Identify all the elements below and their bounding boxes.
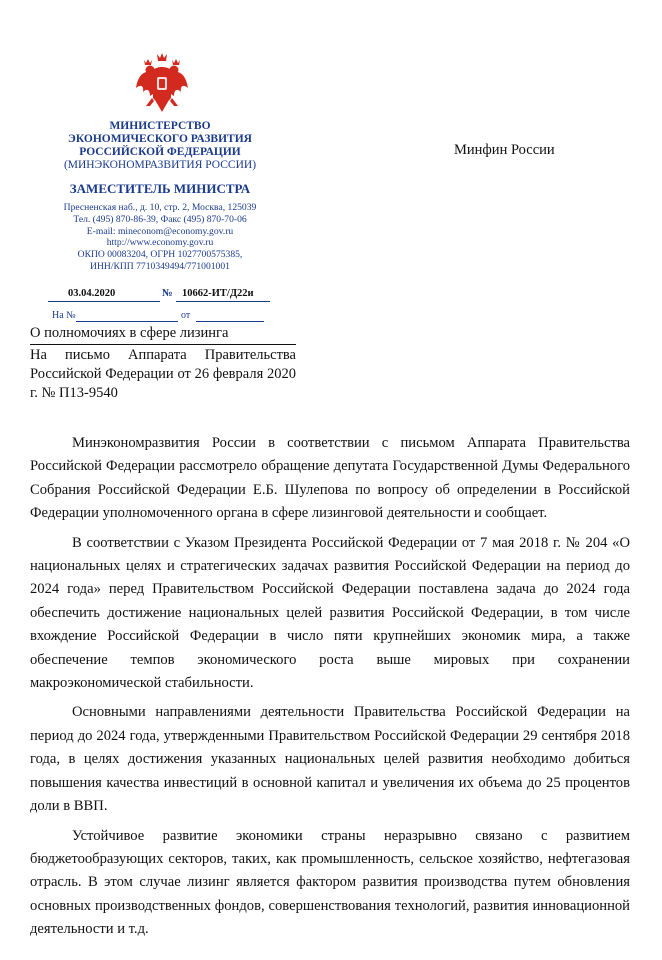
inn-kpp-line: ИНН/КПП 7710349494/771001001 <box>90 260 230 272</box>
coat-of-arms-icon <box>135 52 189 118</box>
ministry-name-line: РОССИЙСКОЙ ФЕДЕРАЦИИ <box>79 146 241 158</box>
address-line: Пресненская наб., д. 10, стр. 2, Москва, 125039 <box>63 202 257 213</box>
body-paragraph: Минэкономразвития России в соответствии с письмом Аппарата Правительства Российской Федерации рассмотрело обращение депутата Государственной Думы Федерального Собрания Российской Федерации Е.Б. Шулепова по вопросу об определении в Российской Федерации уполномоченного органа в сфере лизинговой деятельности и сообщает. <box>30 435 630 522</box>
subject-reference: На письмо Аппарата Правительства Российской Федерации от 26 февраля 2020 г. № П13-9540 <box>30 347 296 401</box>
website-line: http://www.economy.gov.ru <box>106 237 214 249</box>
ref-from-label: от <box>181 310 191 321</box>
ref-date-underline <box>196 321 264 322</box>
ref-number-underline <box>76 321 178 322</box>
email-line: E-mail: mineconom@economy.gov.ru <box>86 225 234 237</box>
reference-line <box>48 310 270 324</box>
okpo-ogrn-line: ОКПО 00083204, ОГРН 1027700575385, <box>77 249 243 261</box>
recipient: Минфин России <box>454 142 555 158</box>
document-number: 10662-ИТ/Д22и <box>182 288 254 299</box>
ministry-name-line: ЭКОНОМИЧЕСКОГО РАЗВИТИЯ <box>68 133 252 145</box>
date-underline <box>48 301 160 302</box>
ministry-name-line: МИНИСТЕРСТВО <box>109 120 211 132</box>
sender-position: ЗАМЕСТИТЕЛЬ МИНИСТРА <box>69 181 251 196</box>
number-underline <box>176 301 270 302</box>
ministry-name <box>40 120 280 172</box>
body-paragraph: В соответствии с Указом Президента Российской Федерации от 7 мая 2018 г. № 204 «О национальных целях и стратегических задачах развития Российской Федерации на период до 2024 года» перед Правительством Российской Федерации поставлена задача до 2024 года обеспечить достижение национальных целей развития Российской Федерации, в том числе вхождение Российской Федерации в число пяти крупнейших экономик мира, а также обеспечение темпов экономического роста выше мировых при сохранении макроэкономической стабильности. <box>30 534 630 692</box>
ref-label: На № <box>52 310 76 321</box>
registration-line <box>48 288 270 302</box>
ministry-abbreviation: (МИНЭКОНОМРАЗВИТИЯ РОССИИ) <box>63 159 257 171</box>
number-sign: № <box>162 288 173 299</box>
document-date: 03.04.2020 <box>68 288 116 299</box>
body-paragraph: Основными направлениями деятельности Правительства Российской Федерации на период до 2024 года, утвержденными Правительством Российской Федерации 29 сентября 2018 года, в целях достижения указанных национальных целей развития необходимо добиться повышения качества инвестиций в основной капитал и увеличения их объема до 25 процентов доли в ВВП. <box>30 704 630 815</box>
body-paragraph: Устойчивое развитие экономики страны неразрывно связано с развитием бюджетообразующих секторов, таких, как промышленность, сельское хозяйство, нефтегазовая отрасль. В этом случае лизинг является фактором развития производства путем обновления основных производственных фондов, совершенствования технологий, развития инновационной деятельности и т.д. <box>30 827 630 938</box>
subject-title: О полномочиях в сфере лизинга <box>30 324 296 345</box>
letter-body <box>30 432 630 948</box>
letter-subject <box>30 324 296 403</box>
ministry-contacts <box>40 202 280 273</box>
phone-line: Тел. (495) 870-86-39, Факс (495) 870-70-06 <box>73 213 247 225</box>
